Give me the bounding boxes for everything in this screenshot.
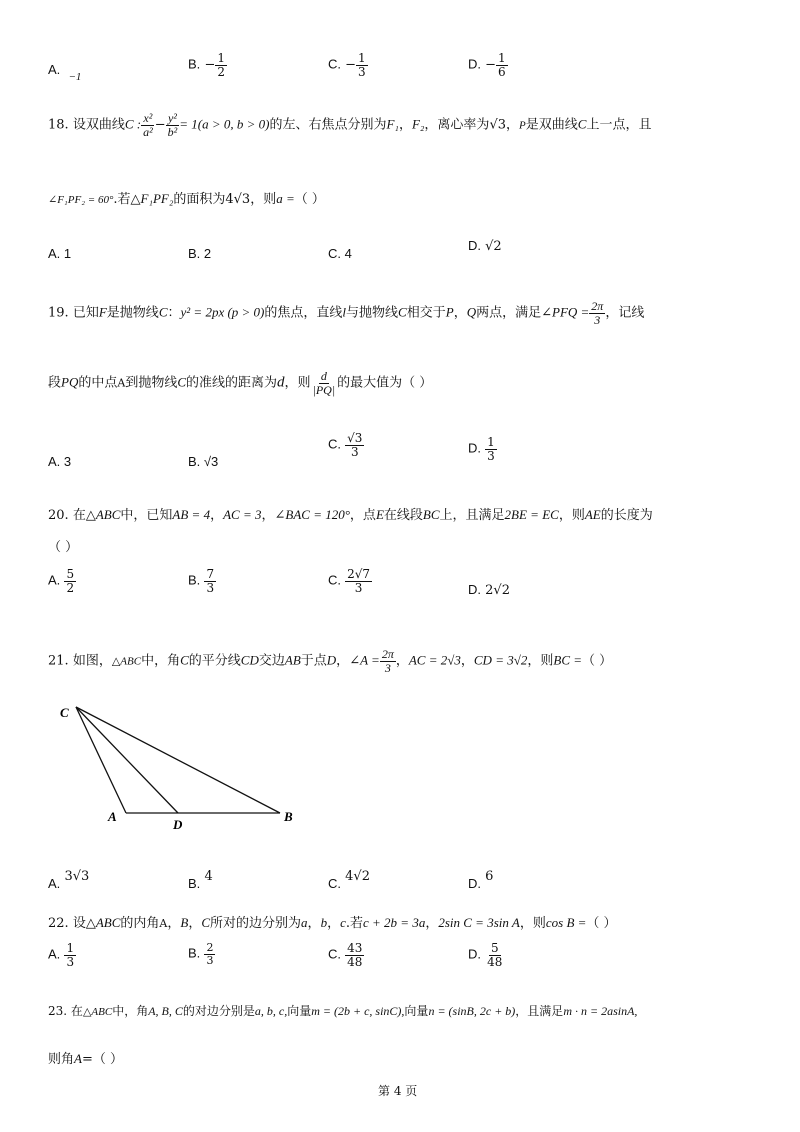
option-label: A.: [48, 946, 61, 962]
fraction-denominator: 2: [66, 580, 75, 595]
question-text: 是双曲线: [525, 117, 578, 133]
fraction-numerator: y²: [167, 111, 177, 125]
fraction-denominator: b²: [167, 124, 178, 139]
question-number: 18.: [48, 117, 69, 133]
option-value: 1: [63, 246, 72, 261]
question-number: 19.: [48, 305, 69, 321]
math-expr: b: [320, 915, 328, 930]
question-text: 的最大值为（ ）: [337, 375, 433, 391]
fraction-denominator: 2: [217, 64, 225, 79]
math-expr: PQ: [61, 374, 79, 390]
question-text: ，: [327, 916, 341, 931]
math-expr: △ABC: [85, 507, 121, 522]
math-expr: △ABC: [85, 915, 121, 930]
option-label: D.: [468, 582, 481, 597]
option-fraction: [64, 568, 76, 594]
math-expr: F₂: [411, 116, 425, 132]
q20-line-1: [48, 504, 653, 523]
question-text: 两点，满足: [476, 305, 542, 321]
option-value: √3: [203, 454, 219, 469]
q22-option-d: [468, 942, 504, 968]
option-label: D.: [468, 440, 481, 456]
q19-option-b: [188, 454, 218, 469]
fraction-numerator: 1: [487, 435, 495, 449]
question-text: 向量: [287, 1004, 312, 1018]
option-fraction: [345, 942, 364, 968]
option-label: D.: [468, 876, 481, 891]
question-text: 于点: [300, 653, 327, 669]
math-expr: 2BE = EC: [504, 507, 559, 522]
label-c: C: [60, 705, 69, 720]
math-expr: C: [158, 304, 168, 320]
option-label: D.: [468, 56, 481, 72]
fraction-denominator: 3: [350, 444, 359, 459]
q20-option-d: [468, 582, 510, 598]
question-number: 20.: [48, 508, 69, 523]
fraction-numerator: 2π: [591, 299, 604, 313]
question-text: 上一点，且: [586, 117, 652, 133]
fraction-numerator: √3: [347, 431, 363, 445]
question-number: 22.: [48, 916, 69, 931]
question-text: 是抛物线: [106, 305, 159, 321]
math-expr: C: [177, 374, 187, 390]
math-expr: 2sin C = 3sin A: [438, 915, 520, 930]
math-expr: m = (2b + c, sinC),: [311, 1004, 405, 1018]
fraction-numerator: 7: [206, 567, 215, 581]
q22-line-1: [48, 912, 617, 931]
question-number: 23.: [48, 1004, 68, 1018]
question-text: ，: [453, 305, 467, 321]
q18-option-b: [188, 246, 211, 261]
question-text: ，则: [558, 508, 585, 523]
fraction-denominator: a²: [143, 124, 153, 139]
question-number: 21.: [48, 653, 69, 669]
answer-paren: （ ）: [294, 192, 325, 207]
math-expr: ∠BAC = 120°: [274, 507, 350, 522]
q18-line-2: [48, 188, 325, 207]
question-text: 的面积为: [173, 192, 226, 207]
math-expr: = 1(a > 0, b > 0): [179, 116, 270, 132]
fraction-denominator: 3: [358, 64, 366, 79]
label-a: A: [108, 809, 117, 824]
math-expr: △ABC: [111, 655, 142, 668]
question-text: 中，角: [112, 1004, 149, 1018]
option-label: A.: [48, 246, 61, 261]
math-expr: D: [326, 652, 337, 668]
math-expr: A: [74, 1051, 82, 1066]
q22-option-a: [48, 942, 76, 968]
option-label: C.: [328, 946, 341, 962]
question-text: 的长度为: [600, 508, 653, 523]
math-expr: y² = 2px (p > 0): [180, 304, 265, 320]
question-text: ，点: [349, 508, 376, 523]
option-label: C.: [328, 436, 341, 452]
option-label: C.: [328, 56, 341, 72]
math-expr: C: [180, 652, 189, 668]
fraction-denominator: 3: [384, 660, 391, 675]
fraction-numerator: 2√7: [347, 567, 371, 581]
question-text: 在: [70, 1004, 83, 1018]
option-fraction: [345, 432, 364, 458]
fraction-denominator: 3: [66, 954, 75, 969]
math-expr: P: [445, 304, 454, 320]
question-text: ，记线: [605, 305, 645, 321]
fraction-x2-a2: [141, 112, 155, 138]
option-fraction: [345, 568, 372, 594]
question-text: 的对边分别是: [182, 1004, 255, 1018]
q18-option-a: [48, 246, 71, 261]
fraction-numerator: 2: [206, 941, 214, 954]
question-text: ，且满足: [515, 1004, 564, 1018]
option-value: 3√3: [64, 869, 90, 884]
fraction-denominator: 3: [594, 312, 601, 327]
fraction-numerator: d: [320, 369, 327, 383]
question-text: 的准线的距离为: [186, 375, 278, 391]
question-text: ，: [261, 508, 275, 523]
question-text: ，: [307, 916, 321, 931]
question-text: 的左、右焦点分别为: [269, 117, 387, 133]
segment-cd: [76, 707, 178, 813]
q21-option-c: [328, 868, 370, 891]
question-text: 中，已知: [120, 508, 173, 523]
math-expr: AB: [284, 652, 301, 668]
math-expr: a =: [276, 191, 295, 206]
question-text: 的平分线: [188, 653, 241, 669]
math-expr: E: [375, 507, 384, 522]
question-text: ，: [188, 916, 202, 931]
question-text: 的焦点，直线: [264, 305, 343, 321]
option-fraction: [204, 942, 215, 966]
question-text: 交边: [258, 653, 285, 669]
question-text: 上，且满足: [439, 508, 505, 523]
math-expr: a: [301, 915, 308, 930]
question-text: ，: [506, 117, 520, 133]
q23-line-2: [48, 1048, 123, 1067]
math-expr: A, B, C: [148, 1004, 183, 1018]
math-expr: A: [117, 376, 126, 390]
option-label: A.: [48, 572, 61, 588]
question-text: 已知: [72, 305, 99, 321]
q19-option-a: [48, 454, 71, 469]
fraction-numerator: 1: [217, 51, 225, 65]
math-expr: C: [577, 116, 587, 132]
question-text: ，: [210, 508, 224, 523]
option-label: D.: [468, 238, 481, 253]
question-text: 的中点: [78, 375, 118, 391]
question-text: .若: [113, 192, 131, 207]
option-label: B.: [188, 246, 201, 261]
question-text: ，则: [519, 916, 546, 931]
fraction-numerator: 5: [66, 567, 75, 581]
question-text: 中，角: [141, 653, 181, 669]
q17-option-a: [48, 62, 82, 83]
fraction-denominator: 6: [498, 64, 506, 79]
question-text: 向量: [404, 1004, 429, 1018]
question-text: 所对的边分别为: [210, 916, 302, 931]
fraction-numerator: 1: [66, 941, 75, 955]
option-label: C.: [328, 572, 341, 588]
option-value: 4√2: [345, 869, 370, 884]
q21-option-d: [468, 868, 494, 891]
option-label: A.: [48, 876, 61, 891]
math-expr: l: [342, 304, 347, 320]
option-sign: −: [204, 57, 216, 73]
option-value: 4: [204, 869, 213, 884]
q20-answer-paren: （ ）: [48, 540, 79, 555]
math-expr: c: [340, 915, 346, 930]
question-text: 在线段: [383, 508, 423, 523]
fraction-numerator: 43: [347, 941, 363, 955]
question-text: ，: [167, 916, 181, 931]
question-text: =（ ）: [81, 1052, 123, 1067]
option-fraction: [64, 942, 76, 968]
fraction-denominator: 3: [487, 448, 495, 463]
q17-option-b: [188, 52, 227, 78]
answer-paren: （ ）: [586, 916, 617, 931]
answer-paren: （ ）: [582, 653, 613, 669]
option-fraction: [485, 942, 504, 968]
option-fraction: [356, 52, 368, 78]
fraction-denominator: 48: [487, 954, 503, 969]
option-fraction: [485, 436, 497, 462]
option-value: 2: [203, 246, 212, 261]
option-label: B.: [188, 454, 201, 469]
question-text: 设双曲线: [72, 117, 125, 133]
math-expr: C: [201, 915, 211, 930]
question-text: ，: [460, 653, 474, 669]
math-expr: ∠F₁PF₂ = 60°: [48, 194, 114, 206]
question-text: ，则: [250, 192, 277, 207]
option-label: B.: [188, 56, 201, 72]
math-expr: F: [98, 304, 107, 320]
math-expr: d: [277, 374, 285, 391]
q19-option-d: [468, 436, 497, 462]
fraction-numerator: 1: [498, 51, 506, 65]
math-expr: 4√3: [225, 192, 251, 207]
math-expr: Q: [466, 304, 477, 320]
math-expr: AC = 2√3: [408, 652, 461, 668]
question-text: 设: [72, 916, 86, 931]
math-expr: BC =: [553, 652, 583, 668]
fraction-y2-b2: [166, 112, 180, 138]
option-value: 4: [344, 246, 352, 261]
q17-option-c: [328, 52, 368, 78]
option-label: B.: [188, 572, 201, 588]
option-label: D.: [468, 946, 481, 962]
page-number-footer: 第 4 页: [378, 1084, 418, 1098]
option-sign: −: [485, 57, 497, 73]
math-expr: √3: [489, 117, 506, 133]
option-value: 6: [485, 869, 494, 884]
option-value: −1: [68, 71, 82, 83]
question-text: ：: [167, 305, 181, 321]
q23-line-1: [48, 1002, 637, 1019]
fraction-angle: [589, 300, 605, 326]
question-text: ，则: [284, 375, 311, 391]
fraction-denominator: 3: [354, 580, 363, 595]
q19-option-c: [328, 432, 364, 458]
option-fraction: [215, 52, 227, 78]
triangle-figure: [50, 695, 310, 835]
q18-option-d: [468, 238, 502, 254]
option-fraction: [204, 568, 216, 594]
q21-option-a: [48, 868, 90, 891]
math-expr: B: [180, 915, 189, 930]
q19-line-1: [48, 300, 644, 326]
question-text: ，: [425, 916, 439, 931]
q20-option-a: [48, 568, 76, 594]
segment-ca: [76, 707, 126, 813]
option-label: A.: [48, 454, 61, 469]
math-expr: C: [398, 304, 407, 320]
math-expr: △F₁PF₂: [130, 191, 174, 206]
option-value: 3: [63, 454, 72, 469]
fraction-numerator: 5: [490, 941, 499, 955]
option-label: B.: [188, 945, 201, 961]
option-label: C.: [328, 246, 341, 261]
question-text: 到抛物线: [125, 375, 178, 391]
fraction-angle: [380, 648, 396, 674]
fraction-numerator: x²: [143, 111, 153, 125]
fraction-numerator: 1: [358, 51, 366, 65]
math-expr: BC: [422, 507, 440, 522]
question-text: 段: [48, 375, 62, 391]
option-label: C.: [328, 876, 341, 891]
q22-option-b: [188, 942, 215, 966]
q19-line-2: [48, 370, 432, 396]
math-expr: △ABC: [82, 1006, 113, 1018]
question-text: 的内角: [120, 916, 160, 931]
option-value: √2: [485, 239, 502, 254]
math-expr: P: [519, 119, 526, 132]
q21-option-b: [188, 868, 213, 891]
label-d: D: [173, 817, 183, 832]
question-text: 相交于: [406, 305, 446, 321]
q20-option-c: [328, 568, 372, 594]
q21-line-1: [48, 648, 612, 674]
fraction-denominator: |PQ|: [312, 382, 336, 397]
math-expr: AB = 4: [172, 507, 211, 522]
fraction-denominator: 3: [206, 580, 215, 595]
question-text: ，离心率为: [424, 117, 490, 133]
option-label: B.: [188, 876, 201, 891]
math-expr: CD = 3√2: [473, 652, 528, 668]
math-expr: AC = 3: [223, 507, 262, 522]
option-value: 2√2: [485, 583, 510, 598]
question-text: 与抛物线: [346, 305, 399, 321]
math-expr: C :: [124, 116, 142, 132]
q18-line-1: 18. 设双曲线C : $\frac{\text{x²}}{\text{a²}}$ − $\frac{\text{y²}}{\text{b²}}$ = 1(a > 0, b > 0)的左、右焦点分别为F₁，F₂，离心率为√3，P是双曲线C上一点，且: [48, 111, 652, 139]
math-expr: m · n = 2asinA,: [563, 1004, 638, 1018]
math-expr: CD: [240, 652, 259, 668]
question-text: 在: [72, 508, 86, 523]
math-expr: cos B =: [545, 915, 587, 930]
segment-cb: [76, 707, 280, 813]
q20-option-b: [188, 568, 216, 594]
question-text: 则角: [48, 1052, 75, 1067]
fraction-d-over-pq: [311, 370, 338, 396]
option-sign: −: [345, 57, 357, 73]
label-b: B: [284, 809, 293, 824]
math-expr: ∠PFQ =: [541, 304, 590, 320]
fraction-numerator: 2π: [381, 647, 394, 661]
q18-option-c: [328, 246, 352, 261]
fraction-denominator: 3: [206, 953, 214, 967]
math-expr: F₁: [386, 116, 399, 132]
option-fraction: [496, 52, 508, 78]
math-expr: a, b, c,: [254, 1004, 288, 1018]
math-expr: ∠A =: [349, 652, 380, 668]
question-text: 如图，: [72, 653, 112, 669]
question-text: ，则: [527, 653, 554, 669]
math-expr: c + 2b = 3a: [363, 915, 426, 930]
question-text: .若: [345, 916, 363, 931]
question-text: ，: [395, 653, 409, 669]
math-expr: AE: [584, 507, 601, 522]
fraction-denominator: 48: [347, 954, 363, 969]
q22-option-c: [328, 942, 364, 968]
q17-option-d: [468, 52, 508, 78]
question-text: ，: [398, 117, 412, 133]
question-text: ，: [336, 653, 350, 669]
math-expr: A: [159, 917, 168, 930]
math-expr: n = (sinB, 2c + b): [428, 1004, 516, 1018]
option-label: A.: [48, 62, 61, 77]
